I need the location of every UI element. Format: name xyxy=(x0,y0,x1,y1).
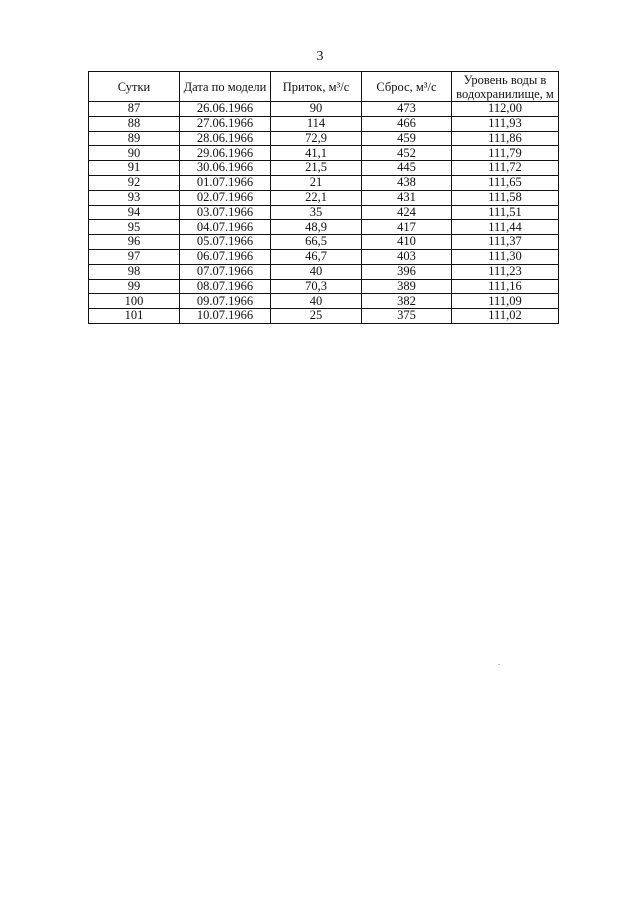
cell-water-level: 111,16 xyxy=(452,279,559,294)
cell-discharge: 424 xyxy=(362,205,452,220)
cell-water-level: 111,30 xyxy=(452,249,559,264)
cell-inflow: 40 xyxy=(271,294,362,309)
table-row xyxy=(89,102,559,117)
table-row xyxy=(89,235,559,250)
cell-day: 101 xyxy=(89,309,180,324)
cell-discharge: 396 xyxy=(362,264,452,279)
cell-discharge: 466 xyxy=(362,116,452,131)
cell-discharge: 473 xyxy=(362,102,452,117)
cell-model-date: 29.06.1966 xyxy=(180,146,271,161)
header-water-level: Уровень воды в водохранилище, м xyxy=(452,72,559,102)
table-row xyxy=(89,190,559,205)
cell-inflow: 72,9 xyxy=(271,131,362,146)
scan-speck xyxy=(498,664,500,665)
cell-day: 89 xyxy=(89,131,180,146)
cell-day: 90 xyxy=(89,146,180,161)
cell-day: 92 xyxy=(89,175,180,190)
header-day: Сутки xyxy=(89,72,180,102)
cell-inflow: 114 xyxy=(271,116,362,131)
cell-discharge: 431 xyxy=(362,190,452,205)
cell-discharge: 403 xyxy=(362,249,452,264)
cell-day: 97 xyxy=(89,249,180,264)
cell-model-date: 09.07.1966 xyxy=(180,294,271,309)
cell-water-level: 111,58 xyxy=(452,190,559,205)
cell-water-level: 111,79 xyxy=(452,146,559,161)
table-row xyxy=(89,161,559,176)
table-row xyxy=(89,205,559,220)
table-row xyxy=(89,294,559,309)
cell-discharge: 382 xyxy=(362,294,452,309)
cell-discharge: 410 xyxy=(362,235,452,250)
cell-water-level: 111,65 xyxy=(452,175,559,190)
cell-inflow: 48,9 xyxy=(271,220,362,235)
cell-day: 88 xyxy=(89,116,180,131)
cell-discharge: 438 xyxy=(362,175,452,190)
cell-inflow: 41,1 xyxy=(271,146,362,161)
cell-model-date: 10.07.1966 xyxy=(180,309,271,324)
cell-inflow: 21,5 xyxy=(271,161,362,176)
cell-water-level: 111,72 xyxy=(452,161,559,176)
cell-discharge: 459 xyxy=(362,131,452,146)
cell-inflow: 35 xyxy=(271,205,362,220)
cell-water-level: 112,00 xyxy=(452,102,559,117)
cell-water-level: 111,37 xyxy=(452,235,559,250)
table-row xyxy=(89,309,559,324)
cell-water-level: 111,51 xyxy=(452,205,559,220)
cell-inflow: 46,7 xyxy=(271,249,362,264)
cell-model-date: 02.07.1966 xyxy=(180,190,271,205)
cell-discharge: 452 xyxy=(362,146,452,161)
cell-day: 99 xyxy=(89,279,180,294)
cell-day: 91 xyxy=(89,161,180,176)
cell-discharge: 445 xyxy=(362,161,452,176)
cell-model-date: 04.07.1966 xyxy=(180,220,271,235)
table-row xyxy=(89,146,559,161)
cell-inflow: 90 xyxy=(271,102,362,117)
cell-day: 93 xyxy=(89,190,180,205)
cell-inflow: 25 xyxy=(271,309,362,324)
reservoir-data-table xyxy=(88,71,559,324)
table-row xyxy=(89,116,559,131)
cell-day: 96 xyxy=(89,235,180,250)
cell-model-date: 06.07.1966 xyxy=(180,249,271,264)
cell-model-date: 03.07.1966 xyxy=(180,205,271,220)
table-body xyxy=(89,102,559,324)
table-row xyxy=(89,264,559,279)
cell-model-date: 05.07.1966 xyxy=(180,235,271,250)
table-row xyxy=(89,131,559,146)
header-discharge: Сброс, м³/с xyxy=(362,72,452,102)
cell-model-date: 26.06.1966 xyxy=(180,102,271,117)
header-model-date: Дата по модели xyxy=(180,72,271,102)
cell-model-date: 28.06.1966 xyxy=(180,131,271,146)
cell-water-level: 111,02 xyxy=(452,309,559,324)
cell-model-date: 30.06.1966 xyxy=(180,161,271,176)
cell-day: 98 xyxy=(89,264,180,279)
table-row xyxy=(89,220,559,235)
cell-model-date: 27.06.1966 xyxy=(180,116,271,131)
cell-day: 95 xyxy=(89,220,180,235)
table-row xyxy=(89,249,559,264)
cell-model-date: 07.07.1966 xyxy=(180,264,271,279)
cell-model-date: 01.07.1966 xyxy=(180,175,271,190)
table-row xyxy=(89,175,559,190)
cell-water-level: 111,86 xyxy=(452,131,559,146)
page-number: 3 xyxy=(316,49,324,64)
cell-discharge: 389 xyxy=(362,279,452,294)
table-row xyxy=(89,279,559,294)
cell-day: 94 xyxy=(89,205,180,220)
cell-inflow: 66,5 xyxy=(271,235,362,250)
cell-discharge: 417 xyxy=(362,220,452,235)
cell-inflow: 40 xyxy=(271,264,362,279)
cell-water-level: 111,23 xyxy=(452,264,559,279)
cell-day: 100 xyxy=(89,294,180,309)
cell-water-level: 111,93 xyxy=(452,116,559,131)
cell-discharge: 375 xyxy=(362,309,452,324)
cell-inflow: 21 xyxy=(271,175,362,190)
cell-inflow: 22,1 xyxy=(271,190,362,205)
cell-day: 87 xyxy=(89,102,180,117)
table-header-row xyxy=(89,72,559,102)
cell-model-date: 08.07.1966 xyxy=(180,279,271,294)
cell-water-level: 111,09 xyxy=(452,294,559,309)
cell-water-level: 111,44 xyxy=(452,220,559,235)
header-inflow: Приток, м³/с xyxy=(271,72,362,102)
cell-inflow: 70,3 xyxy=(271,279,362,294)
